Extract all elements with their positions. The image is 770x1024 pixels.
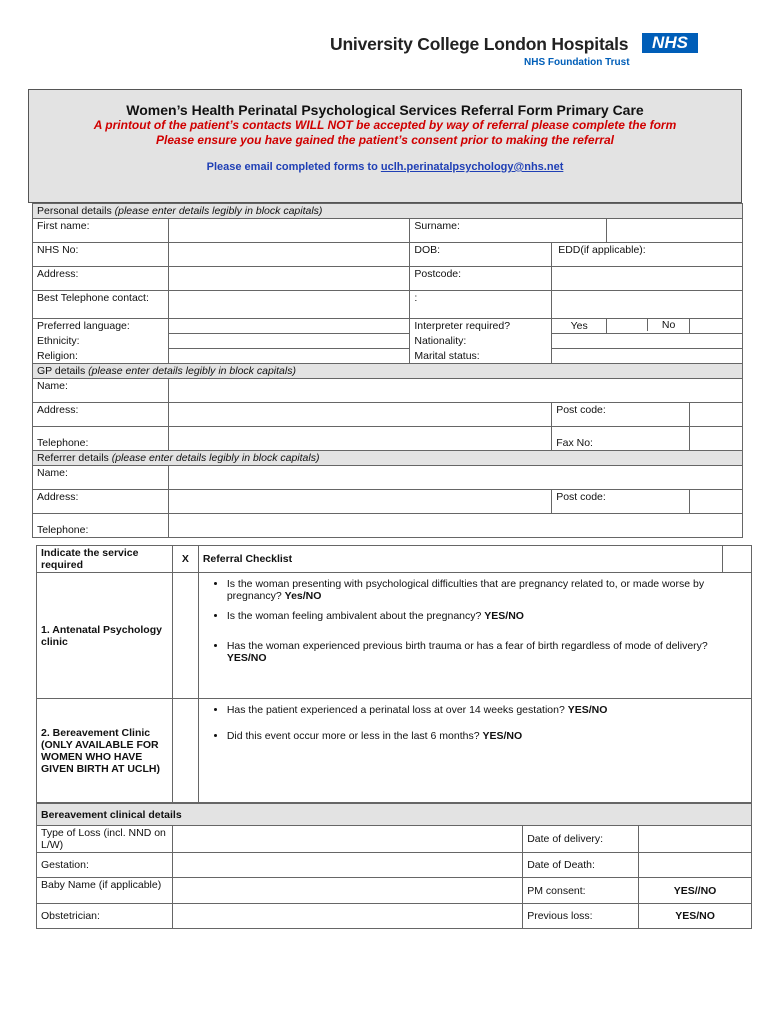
first-name-field[interactable] bbox=[168, 219, 410, 243]
dob-label: DOB: bbox=[410, 243, 552, 267]
previous-loss-value[interactable]: YES/NO bbox=[639, 904, 752, 929]
interpreter-yes-box[interactable] bbox=[607, 319, 690, 334]
telephone-field[interactable] bbox=[168, 291, 410, 319]
edd-label: EDD(if applicable): bbox=[552, 243, 743, 267]
referrer-heading-note: (please enter details legibly in block capitals) bbox=[111, 452, 320, 464]
checklist-header: Referral Checklist bbox=[198, 546, 722, 573]
nhs-logo: NHS bbox=[642, 33, 698, 53]
ethnicity-label: Ethnicity: bbox=[33, 334, 169, 349]
marital-field[interactable] bbox=[552, 349, 743, 364]
surname-field[interactable] bbox=[607, 219, 743, 243]
nhs-no-label: NHS No: bbox=[33, 243, 169, 267]
email-instruction bbox=[29, 161, 741, 173]
a1-answer[interactable]: Yes/NO bbox=[284, 590, 322, 602]
b2-answer[interactable]: YES/NO bbox=[482, 730, 523, 742]
gp-telephone-label: Telephone: bbox=[33, 427, 169, 451]
b2-text: Did this event occur more or less in the last 6 months? bbox=[226, 730, 483, 742]
referrer-name-label: Name: bbox=[33, 466, 169, 490]
referrer-details-heading bbox=[33, 451, 743, 466]
religion-field[interactable] bbox=[168, 349, 410, 364]
referrer-postcode-label: Post code: bbox=[552, 490, 690, 514]
gp-address-label: Address: bbox=[33, 403, 169, 427]
bereavement-question-1 bbox=[227, 704, 747, 716]
bereavement-x-box[interactable] bbox=[172, 699, 198, 803]
gp-heading-note: (please enter details legibly in block capitals) bbox=[88, 365, 296, 377]
warning-consent: Please ensure you have gained the patient’s consent prior to making the referral bbox=[156, 133, 614, 147]
a2-text: Is the woman feeling ambivalent about the pregnancy? bbox=[226, 610, 485, 622]
gp-name-field[interactable] bbox=[168, 379, 742, 403]
antenatal-service: 1. Antenatal Psychology clinic bbox=[37, 573, 173, 699]
ethnicity-field[interactable] bbox=[168, 334, 410, 349]
gp-fax-field[interactable] bbox=[690, 427, 743, 451]
gp-address-field[interactable] bbox=[168, 403, 551, 427]
previous-loss-label: Previous loss: bbox=[523, 904, 639, 929]
pm-consent-value[interactable]: YES//NO bbox=[639, 878, 752, 904]
type-of-loss-label: Type of Loss (incl. NND on L/W) bbox=[37, 826, 173, 853]
obstetrician-label: Obstetrician: bbox=[37, 904, 173, 929]
gestation-label: Gestation: bbox=[37, 853, 173, 878]
a3-text: Has the woman experienced previous birth trauma or has a fear of birth regardless of mode of delivery? bbox=[226, 640, 708, 652]
form-intro-box bbox=[28, 89, 742, 203]
address-label: Address: bbox=[33, 267, 169, 291]
referrer-heading-label: Referrer details bbox=[37, 452, 109, 464]
interpreter-yes-label: Yes bbox=[552, 319, 607, 334]
date-of-death-label: Date of Death: bbox=[523, 853, 639, 878]
a3-answer[interactable]: YES/NO bbox=[226, 652, 267, 664]
referrer-address-field[interactable] bbox=[168, 490, 551, 514]
language-field[interactable] bbox=[168, 319, 410, 334]
language-label: Preferred language: bbox=[33, 319, 169, 334]
antenatal-question-1 bbox=[227, 578, 747, 602]
postcode-field[interactable] bbox=[552, 267, 743, 291]
antenatal-question-3 bbox=[227, 640, 747, 664]
antenatal-question-2 bbox=[227, 610, 747, 622]
surname-label: Surname: bbox=[410, 219, 607, 243]
telephone-colon: : bbox=[410, 291, 552, 319]
email-prefix: Please email completed forms to bbox=[206, 161, 381, 173]
personal-details-heading bbox=[33, 204, 743, 219]
telephone-extra-field[interactable] bbox=[552, 291, 743, 319]
checklist-extra-cell bbox=[723, 546, 752, 573]
bereavement-details-heading: Bereavement clinical details bbox=[37, 804, 752, 826]
x-header: X bbox=[172, 546, 198, 573]
baby-name-label: Baby Name (if applicable) bbox=[37, 878, 173, 904]
patient-details-table bbox=[32, 203, 743, 538]
date-of-death-field[interactable] bbox=[639, 853, 752, 878]
trust-name: NHS Foundation Trust bbox=[524, 57, 630, 68]
antenatal-x-box[interactable] bbox=[172, 573, 198, 699]
organisation-name: University College London Hospitals bbox=[330, 34, 629, 54]
personal-heading-label: Personal details bbox=[37, 205, 112, 217]
telephone-label: Best Telephone contact: bbox=[33, 291, 169, 319]
obstetrician-field[interactable] bbox=[172, 904, 522, 929]
gp-postcode-field[interactable] bbox=[690, 403, 743, 427]
interpreter-no-label: No bbox=[661, 319, 676, 331]
religion-label: Religion: bbox=[33, 349, 169, 364]
referrer-name-field[interactable] bbox=[168, 466, 742, 490]
gp-details-heading bbox=[33, 364, 743, 379]
b1-text: Has the patient experienced a perinatal loss at over 14 weeks gestation? bbox=[226, 704, 568, 716]
warning-printout: A printout of the patient’s contacts WILL NOT be accepted by way of referral please complete the form bbox=[93, 118, 677, 132]
gp-fax-label: Fax No: bbox=[552, 427, 690, 451]
nationality-label: Nationality: bbox=[410, 334, 552, 349]
pm-consent-label: PM consent: bbox=[523, 878, 639, 904]
gp-telephone-field[interactable] bbox=[168, 427, 551, 451]
address-field[interactable] bbox=[168, 267, 410, 291]
interpreter-no-box[interactable] bbox=[690, 319, 743, 334]
referrer-telephone-field[interactable] bbox=[168, 514, 742, 538]
bereavement-details-table bbox=[36, 803, 752, 929]
date-of-delivery-field[interactable] bbox=[639, 826, 752, 853]
first-name-label: First name: bbox=[33, 219, 169, 243]
referrer-address-label: Address: bbox=[33, 490, 169, 514]
a2-answer[interactable]: YES/NO bbox=[484, 610, 524, 622]
gp-name-label: Name: bbox=[33, 379, 169, 403]
referrer-telephone-label: Telephone: bbox=[33, 514, 169, 538]
marital-label: Marital status: bbox=[410, 349, 552, 364]
postcode-label: Postcode: bbox=[410, 267, 552, 291]
referral-checklist-table bbox=[36, 545, 752, 803]
b1-answer[interactable]: YES/NO bbox=[567, 704, 608, 716]
gestation-field[interactable] bbox=[172, 853, 522, 878]
bereavement-checklist bbox=[198, 699, 751, 803]
interpreter-label: Interpreter required? bbox=[410, 319, 552, 334]
gp-heading-label: GP details bbox=[37, 365, 86, 377]
baby-name-field[interactable] bbox=[172, 878, 522, 904]
bereavement-question-2 bbox=[227, 730, 747, 742]
nationality-field[interactable] bbox=[552, 334, 743, 349]
date-of-delivery-label: Date of delivery: bbox=[523, 826, 639, 853]
gp-postcode-label: Post code: bbox=[552, 403, 690, 427]
type-of-loss-field[interactable] bbox=[172, 826, 522, 853]
a1-text: Is the woman presenting with psychological difficulties that are pregnancy related to, or made worse by pregnancy? bbox=[226, 578, 705, 602]
nhs-no-field[interactable] bbox=[168, 243, 410, 267]
personal-heading-note: (please enter details legibly in block capitals) bbox=[114, 205, 323, 217]
form-title: Women’s Health Perinatal Psychological Services Referral Form Primary Care bbox=[126, 102, 644, 118]
referrer-postcode-field[interactable] bbox=[690, 490, 743, 514]
bereavement-service: 2. Bereavement Clinic (ONLY AVAILABLE FOR WOMEN WHO HAVE GIVEN BIRTH AT UCLH) bbox=[37, 699, 173, 803]
service-required-header: Indicate the service required bbox=[37, 546, 173, 573]
antenatal-checklist bbox=[198, 573, 751, 699]
email-link[interactable]: uclh.perinatalpsychology@nhs.net bbox=[380, 161, 564, 173]
